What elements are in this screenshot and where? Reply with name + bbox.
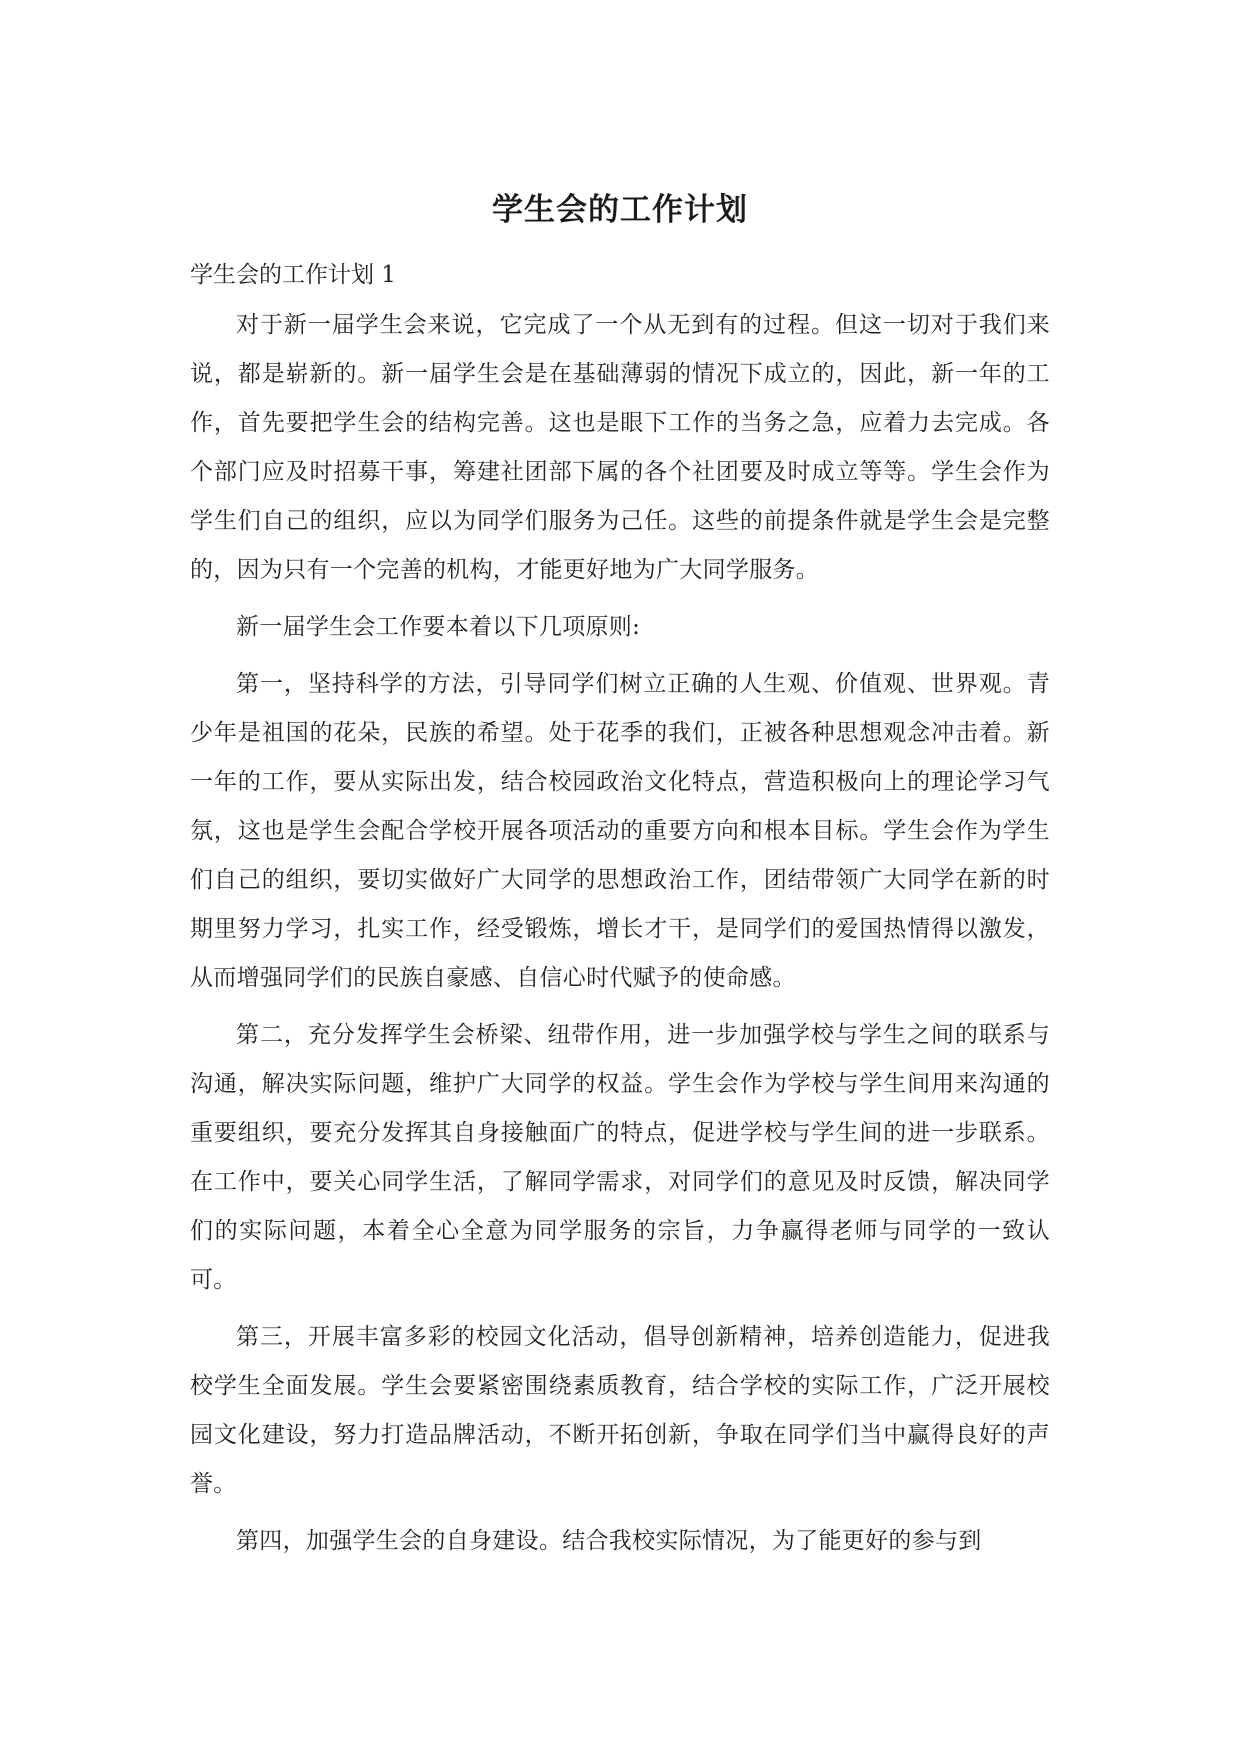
section-heading: 学生会的工作计划 1 — [190, 262, 396, 288]
body-paragraph-2: 新一届学生会工作要本着以下几项原则: — [236, 614, 641, 640]
document-page — [190, 185, 1050, 1574]
body-paragraph-4: 第二，充分发挥学生会桥梁、纽带作用，进一步加强学校与学生之间的联系与沟通，解决实际问题，维护广大同学的权益。学生会作为学校与学生间用来沟通的重要组织，要充分发挥其自身接触面广的特点，促进学校与学生间的进一步联系。在工作中，要关心同学生活，了解同学需求，对同学们的意见及时反馈，解决同学们的实际问题，本着全心全意为同学服务的宗旨，力争赢得老师与同学的一致认可。 — [190, 1022, 1050, 1293]
document-title: 学生会的工作计划 — [492, 192, 748, 228]
body-paragraph-6: 第四，加强学生会的自身建设。结合我校实际情况，为了能更好的参与到 — [236, 1528, 982, 1554]
body-paragraph-1: 对于新一届学生会来说，它完成了一个从无到有的过程。但这一切对于我们来说，都是崭新的。新一届学生会是在基础薄弱的情况下成立的，因此，新一年的工作，首先要把学生会的结构完善。这也是眼下工作的当务之急，应着力去完成。各个部门应及时招募干事，筹建社团部下属的各个社团要及时成立等等。学生会作为学生们自己的组织，应以为同学们服务为己任。这些的前提条件就是学生会是完整的，因为只有一个完善的机构，才能更好地为广大同学服务。 — [190, 312, 1050, 583]
body-paragraph-3: 第一，坚持科学的方法，引导同学们树立正确的人生观、价值观、世界观。青少年是祖国的花朵，民族的希望。处于花季的我们，正被各种思想观念冲击着。新一年的工作，要从实际出发，结合校园政治文化特点，营造积极向上的理论学习气氛，这也是学生会配合学校开展各项活动的重要方向和根本目标。学生会作为学生们自己的组织，要切实做好广大同学的思想政治工作，团结带领广大同学在新的时期里努力学习，扎实工作，经受锻炼，增长才干，是同学们的爱国热情得以激发，从而增强同学们的民族自豪感、自信心时代赋予的使命感。 — [190, 671, 1050, 991]
body-paragraph-5: 第三，开展丰富多彩的校园文化活动，倡导创新精神，培养创造能力，促进我校学生全面发展。学生会要紧密围绕素质教育，结合学校的实际工作，广泛开展校园文化建设，努力打造品牌活动，不断开拓创新，争取在同学们当中赢得良好的声誉。 — [190, 1324, 1050, 1497]
